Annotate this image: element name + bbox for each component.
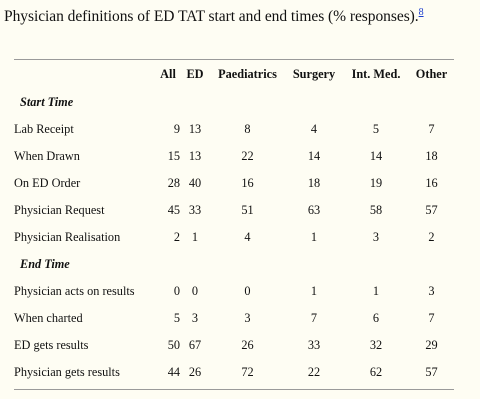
cell-ed: 13 (188, 122, 202, 136)
cell-paediatrics: 26 (241, 338, 254, 352)
cell-other: 57 (425, 203, 438, 217)
section-title: Start Time (20, 95, 74, 109)
cell-surgery: 22 (307, 365, 321, 379)
cell-surgery: 1 (310, 284, 318, 298)
cell-other: 7 (428, 122, 435, 136)
cell-other: 29 (425, 338, 438, 352)
table-row (14, 116, 454, 143)
column-header-int-med: Int. Med. (351, 67, 401, 81)
cell-other: 18 (425, 149, 438, 163)
row-label: Physician acts on results (14, 284, 135, 298)
cell-surgery: 33 (307, 338, 321, 352)
cell-ed: 26 (188, 365, 202, 379)
section-title: End Time (20, 257, 70, 271)
cell-all: 45 (167, 203, 180, 217)
table-row (14, 143, 454, 170)
cell-paediatrics: 72 (241, 365, 254, 379)
cell-paediatrics: 0 (244, 284, 251, 298)
table-row (14, 278, 454, 305)
row-label: Physician gets results (14, 365, 120, 379)
row-label: When Drawn (14, 149, 80, 163)
cell-all: 9 (173, 122, 180, 136)
cell-int-med: 3 (372, 230, 380, 244)
cell-other: 3 (428, 284, 435, 298)
cell-paediatrics: 8 (244, 122, 251, 136)
cell-all: 2 (173, 230, 180, 244)
table-row (14, 224, 454, 251)
cell-paediatrics: 4 (244, 230, 251, 244)
cell-all: 50 (167, 338, 180, 352)
reference-link[interactable]: 8 (418, 7, 424, 18)
cell-other: 7 (428, 311, 435, 325)
column-header-paediatrics: Paediatrics (218, 67, 277, 81)
table-row (14, 359, 454, 386)
cell-surgery: 14 (307, 149, 321, 163)
table-caption (4, 7, 424, 27)
cell-other: 57 (425, 365, 438, 379)
column-header-ed: ED (186, 67, 204, 81)
cell-ed: 1 (191, 230, 199, 244)
row-label: On ED Order (14, 176, 81, 190)
cell-int-med: 1 (372, 284, 380, 298)
cell-other: 16 (425, 176, 438, 190)
tat-definitions-table (14, 60, 454, 386)
cell-int-med: 62 (369, 365, 383, 379)
cell-surgery: 18 (307, 176, 321, 190)
row-label: When charted (14, 311, 83, 325)
cell-ed: 13 (188, 149, 202, 163)
cell-all: 5 (173, 311, 180, 325)
cell-all: 15 (167, 149, 180, 163)
cell-int-med: 19 (369, 176, 383, 190)
cell-int-med: 58 (369, 203, 383, 217)
row-label: Lab Receipt (14, 122, 74, 136)
table-row (14, 305, 454, 332)
caption-reference (419, 7, 424, 18)
cell-int-med: 32 (369, 338, 383, 352)
table-bottom-rule (14, 389, 454, 390)
cell-int-med: 14 (369, 149, 383, 163)
column-header-label (14, 60, 156, 89)
cell-surgery: 4 (310, 122, 318, 136)
column-header-surgery: Surgery (292, 67, 336, 81)
cell-paediatrics: 16 (241, 176, 254, 190)
row-label: Physician Realisation (14, 230, 121, 244)
cell-other: 2 (428, 230, 435, 244)
cell-paediatrics: 22 (241, 149, 254, 163)
section-row (14, 251, 454, 278)
cell-ed: 33 (188, 203, 202, 217)
cell-ed: 0 (191, 284, 199, 298)
header-row (14, 60, 454, 89)
cell-surgery: 7 (310, 311, 318, 325)
cell-ed: 67 (188, 338, 202, 352)
cell-all: 44 (167, 365, 180, 379)
column-header-other: Other (415, 67, 448, 81)
cell-all: 28 (167, 176, 180, 190)
table-row (14, 332, 454, 359)
row-label: Physician Request (14, 203, 105, 217)
cell-paediatrics: 3 (244, 311, 251, 325)
table-body (14, 89, 454, 386)
table-row (14, 197, 454, 224)
cell-int-med: 6 (372, 311, 380, 325)
cell-surgery: 1 (310, 230, 318, 244)
cell-paediatrics: 51 (241, 203, 254, 217)
cell-all: 0 (173, 284, 180, 298)
row-label: ED gets results (14, 338, 89, 352)
caption-text: Physician definitions of ED TAT start and end times (% responses). (4, 8, 419, 25)
cell-surgery: 63 (307, 203, 321, 217)
cell-ed: 40 (188, 176, 202, 190)
column-header-all: All (160, 67, 176, 81)
cell-ed: 3 (191, 311, 199, 325)
cell-int-med: 5 (372, 122, 380, 136)
section-row (14, 89, 454, 116)
table-row (14, 170, 454, 197)
